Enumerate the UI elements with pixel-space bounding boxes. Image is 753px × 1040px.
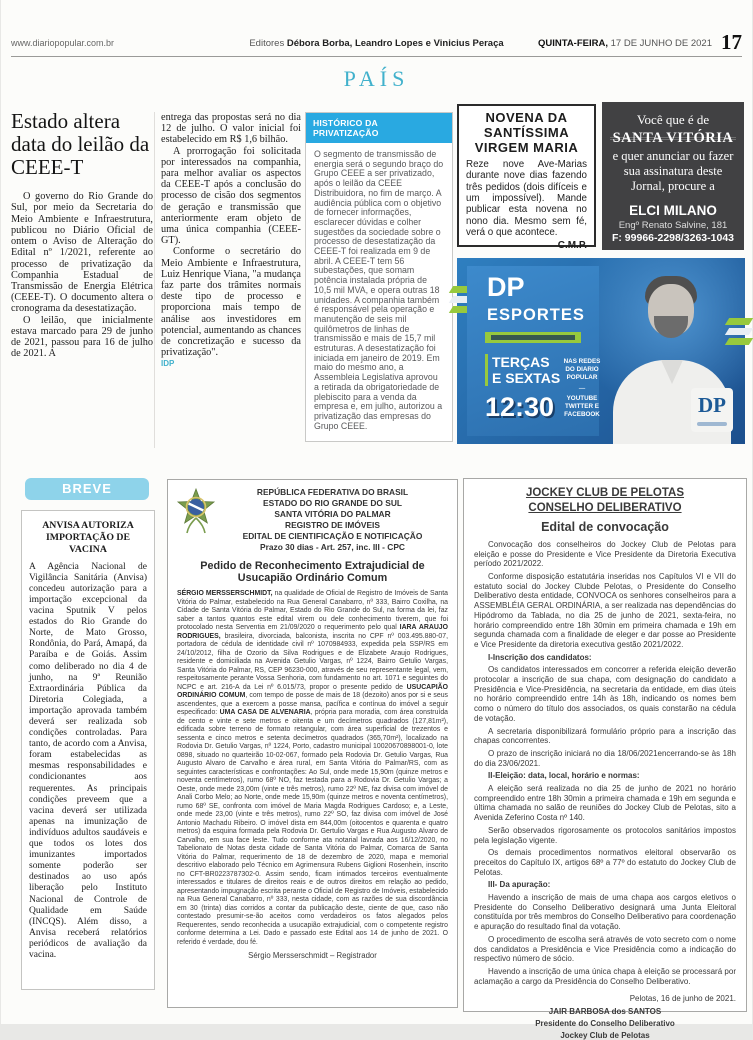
jockey-body: Convocação dos conselheiros do Jockey Club de Pelotas para eleição e posse do Presidente e Vice Presidente da Diretoria Executiva período 2021/2022. Conforme disposição estatutária inseridas nos Capítulos VI e VII do estatuto social do Jockey Clubde Pelotas, o Presidente do Conselho Deliberativo desta entidade, CONVOCA os senhores conselheiros para a ASSEMBLÉIA GERAL ORDINÁRIA, a ser realizada nas dependências do Hipódromo da Tablada, no dia 25 de junho de 2021, sexta-feira, no horário compreendido entre 18h 30min em primeira chamada e 19h em segunda chamada com a finalidade de eleger e dar posse ao Presidente e Vice Presidente da diretoria executiva gestão 2021/2022. I-Inscrição dos candidatos: Os candidatos interessados em concorrer a referida eleição deverão protocolar a inscrição de sua chapa, com designação do candidato a Presidência e Vice-Presidência, na secretaria da entidade, em dias úteis no horário compreendido entre 14h às 18h, indicando os nomes bem como o número do título dos associados, os quais constarão na cédula de votação. A secretaria disponibilizará formulário próprio para a inscrição das chapas concorrentes. O prazo de inscrição iniciará no dia 18/06/2021encerrando-se às 18h do dia 23/06/2021. II-Eleição: data, local, horário e normas: A eleição será realizada no dia 25 de junho de 2021 no horário compreendido entre 18h 30min a primeira chamada e 19h em segunda e última chamada no salão de reuniões do Jockey Club de Pelotas, sito a Avenida Zeferino Costa nº 140. Serão observados rigorosamente os protocolos sanitários impostos pela legislação vigente. Os demais procedimentos normativos eleitoral observarão os preceitos do Capítulo IX, artigos 68º a 77º do estatuto do Jockey Club de Pelotas. III- Da apuração: Havendo a inscrição de mais de uma chapa aos cargos eletivos o Presidente do Conselho Deliberativo designará uma Junta Eleitoral constituída por três membros do Conselho Deliberativo para coordenação e apuração do resultado final da votação. O procedimento de escolha será através de voto secreto com o nome dos candidatos a Presidência e Vice Presidência como a indicação do respectivo número de sócio. Havendo a inscrição de uma única chapa à eleição se processará por aclamação a cargo da Presidência do Conselho Deliberativo. Pelotas, 16 de junho de 2021. JAIR BARBOSA dos SANTOS Presidente do Conselho Deliberativo Jockey Club de Pelotas — [474, 539, 736, 1040]
lead-body-col1: O governo do Rio Grande do Sul, por meio da Secretaria do Meio Ambiente e Infraestrutura, publicou no Diário Oficial de ontem o Aviso de Alteração do Edital nº 1/2021, referente ao processo de privatização da Companhia Estadual de Transmissão de Energia Elétrica (CEEE-T). O documento altera o cronograma da desestatização. O leilão, que inicialmente estava marcado para 29 de junho de 2021, passou para 16 de julho de 2021. A — [11, 191, 153, 360]
historico-box-body: O segmento de transmissão de energia será o segundo braço do Grupo CEEE a ser privatizado, após o leilão da CEEE Distribuidora, no fim de março. A audiência pública com o objetivo de fornecer informações, esclarecer dúvidas e colher sugestões da sociedade sobre o processo de desestatização da CEEE-T foi realizada em 9 de abril. A CEEE-T tem 56 subestações, que somam potência instalada própria de 10,5 mil MVA, e opera outras 18 unidades. A companhia também é responsável pela operação e manutenção de seis mil quilômetros de linhas de transmissão e mais de 15,7 mil estruturas. A desestatização foi iniciada em janeiro de 2019. Em maio do mesmo ano, a Assembleia Legislativa aprovou a retirada da obrigatoriedade de plebiscito para a venda da empresa e, em julho, autorizou a privatização das empresas do Grupo CEEE. — [314, 149, 444, 431]
novena-classified-ad — [457, 104, 596, 251]
section-title: PAÍS — [343, 66, 410, 91]
dp-ad-networks-text: NAS REDES DO DIARIO POPULAR — [563, 358, 601, 381]
column-separator — [154, 112, 155, 448]
dp-logo — [691, 388, 733, 432]
jockey-title-line1: JOCKEY CLUB DE PELOTAS — [525, 487, 685, 499]
dp-ad-dash: — — [578, 384, 586, 392]
legal-notice-box — [167, 479, 458, 1008]
jockey-subtitle: Edital de convocação — [541, 519, 669, 534]
dp-ad-brand-esportes: ESPORTES — [487, 306, 585, 324]
edition-date — [538, 38, 712, 49]
dp-ad-schedule-days — [485, 354, 560, 386]
dp-ad-green-tagline-bar — [485, 332, 581, 343]
breve-article-box — [21, 510, 155, 990]
dp-ad-channels-text: YOUTUBE TWITTER E FACEBOOK — [564, 395, 600, 419]
sv-ad-contact-name: ELCI MILANO — [629, 203, 717, 218]
dp-ad-days-line2: E SEXTAS — [492, 370, 561, 387]
sv-ad-line2: e quer anunciar ou fazer sua assinatura deste Jornal, procure a — [612, 149, 734, 193]
dp-logo-caption-bar — [697, 422, 727, 426]
novena-title: NOVENA DA SANTÍSSIMA VIRGEM MARIA — [474, 110, 579, 155]
sv-ad-line1: Você que é de — [636, 112, 710, 127]
breve-article-body: A Agência Nacional de Vigilância Sanitária (Anvisa) concedeu autorização para a importação excepcional da vacina Sputnik V pelos estados do Rio Grande do Norte, de Mato Grosso, Rondônia, do Pará, Amapá, da Paraíba e de Goiás. Assim como deliberado no dia 4 de junho, na 9ª Reunião Extraordinária Pública da Diretoria Colegiada, a importação aprovada também deverá ser realizada sob condições controladas. Para tanto, de acordo com a Anvisa, foram estabelecidas as mesmas responsabilidades e condicionantes aos requerentes. As principais condições preveem que a vacina deverá ser utilizada apenas na imunização de indivíduos adultos saudáveis e que todos os lotes dos imunizantes importados somente poderão ser destinados ao uso após liberação pelo Instituto Nacional de Controle de Qualidade em Saúde (INCQS). Além disso, a Anvisa receberá relatórios periódicos de avaliação da vacina. — [29, 561, 147, 960]
dp-ad-networks — [559, 358, 605, 419]
page-number: 17 — [721, 30, 742, 54]
presenter-beard — [654, 316, 688, 338]
dp-ad-days-line1: TERÇAS — [492, 354, 550, 370]
sv-ad-highlight: SANTA VITÓRIA — [610, 130, 736, 147]
sv-ad-address: Engº Renato Salvine, 181 — [618, 220, 728, 231]
legal-notice-signature: Sérgio Mersserschmidt – Registrador — [248, 951, 377, 961]
dp-esportes-ad — [457, 258, 745, 444]
dp-logo-text: DP — [698, 393, 726, 417]
masthead-rule — [11, 56, 742, 57]
jockey-club-notice-box — [463, 478, 747, 1040]
historico-box-title: HISTÓRICO DA PRIVATIZAÇÃO — [306, 113, 452, 143]
lead-article-column-1 — [11, 110, 153, 359]
edition-date-rest: 17 DE JUNHO DE 2021 — [610, 38, 712, 49]
lead-article-column-2: entrega das propostas será no dia 12 de julho. O valor inicial foi estabelecido em R$ 1,6 bilhão. A prorrogação foi solicitada por interessados na companhia, para melhor avaliar os aspectos da CEEE-T após a conclusão do processo de cisão dos segmentos de geração e transmissão que anteriormente eram objeto de uma única companhia (CEEE-GT). Conforme o secretário do Meio Ambiente e Infraestrutura, Luiz Henrique Viana, "a mudança faz parte dos trâmites normais deste tipo de processo e proporciona mais tempo de análise aos investidores em potencial, aumentando as chances de concretização e sucesso da privatização". IDP — [161, 112, 301, 369]
dp-ad-time: 12:30 — [485, 392, 555, 422]
dp-ad-brand: DP — [487, 272, 525, 302]
masthead — [11, 30, 742, 54]
sv-ad-phone: F: 99966-2298/3263-1043 — [611, 232, 734, 244]
legal-notice-body: SÉRGIO MERSSERSCHMIDT, na qualidade de Oficial de Registro de Imóveis de Santa Vitória do Palmar, estabelecido na Rua General Canabarro, nº 333, Bairro Coxilha, na Cidade de Santa Vitória do Palmar, Estado do Rio Grande do Sul, na forma da lei, faz saber a tantos quantos este edital virem ou dele conhecimento tiverem, que foi protocolado nesta Serventia em 21/09/2020 o requerimento pelo qual IARA ARAUJO RODRIGUES, brasileira, divorciada, balconista, inscrita no CPF nº 003.495.880-07, portadora de cédula de identidade civil nº 1070984933, expedida pela SSP/RS em 24/10/2012, filha de Ozorio da Silva Rodrigues e de Elizabete Araujo Rodrigues, residente e domiciliada na Avenida Getulio Vargas, nº 1224, Bairro Getulio Vargas, Santa Vitória do Palmar, RS, CEP 96230-000, através de seu representante legal, vem, respeitosamente perante Vossa Senhoria, com fundamento no art. 1071 e seguintes do NCPC e art. 216-A da Lei nº 6.015/73, propor o presente pedido de USUCAPIÃO ORDINÁRIO COMUM, com tempo de posse de mais de 18 (dezoito) anos por si e seus ascendentes, que a exercem a posse mansa, pacífica e contínua do imóvel a seguir especificado: UMA CASA DE ALVENARIA, própria para moradia, com área construída de cento e vinte e sete metros e oitenta e um decímetros quadrados (127,81m²), edificada sobre terreno de formato retangular, com área superficial de trezentos e sessenta e cinco metros e setenta decímetros quadrados (365,70m²), localizado na Rodovia Dr. Getulio Vargas, nº 1224, Porto, cadastro municipal 10020670898001-0, lote 0898, situado no quarteirão 10-02-067, formado pela Rodovia Dr. Getulio Vargas, Rua Augusto Alvaro de Carvalho e área rural, em Santa Vitória do Palmar/RS, com as seguintes características e confrontações: Ao Sul, onde mede 15,90m (quinze metros e noventa centímetros), rumo 68º NO, faz testada para a Rodovia Dr. Getulio Vargas; a Oeste, onde mede 23,00m (vinte e três metros), rumo 22º NE, faz divisa com imóvel de Anali Corbo Melo; ao Norte, onde mede 15,90m (quinze metros e noventa centímetros), rumo 68º SE, confronta com imóvel de Maria Magda Rodrigues Cardoso; e, a Leste, onde mede 23,00 (vinte e três metros), rumo 22º SO, faz divisa com imóvel de José Antonio Machadu Ribeiro. O imóvel dista em 844,00m (oitocentos e quarenta e quatro metros) da esquina formada pela Rodovia Dr. Gertulio Vargas e Rua Augusto Alvaro de Carvalho, em sua face leste. Tudo conforme ata notarial lavrada aos 16/12/2020, no Tabelionato de Notas desta cidade de Santa Vitória do Palmar, Comarca de Santa Vitória do Palmar, requerimento de 18 de dezembro de 2020, mapa e memorial descritivo elaborado pelo Técnico em Agrimensura Rubens Giglioni Rosenhein, inscrito no CFT-BR0223787302-0. Assim sendo, ficam intimados terceiros eventualmente interessados e titulares de direitos reais e de outros direitos em relação ao pedido, apresentando impugnação escrita perante o Oficial de Registro de Imóveis, estabelecido na Rua General Canabarro, nº 333, nesta cidade, com as razões de sua discordância em 30 (trinta) dias corridos a contar da publicação deste, ciente de que, caso não contestado presumir-se-ão aceitos como verdadeiros os fatos alegados pelos Requerentes, sendo reconhecida a usucapião extrajudicial, com o competente registro conforme determina a Lei. Dado e passado este Edital aos 14 de junho de 2021. O referido é verdade, dou fé. — [177, 590, 449, 946]
brazil-coat-of-arms-icon — [176, 488, 216, 534]
lead-headline: Estado altera data do leilão da CEEE-T — [11, 109, 150, 180]
legal-notice-title: Pedido de Reconhecimento Extrajudicial de Usucapião Ordinário Comum — [200, 559, 425, 585]
jockey-title-line2: CONSELHO DELIBERATIVO — [528, 501, 682, 514]
legal-notice-header: REPÚBLICA FEDERATIVA DO BRASIL ESTADO DO RIO GRANDE DO SUL SANTA VITÓRIA DO PALMAR REGISTRO DE IMÓVEIS EDITAL DE CIENTIFICAÇÃO E NOTIFICAÇÃO Prazo 30 dias - Art. 257, inc. III - CPC — [242, 487, 423, 552]
dp-ad-left-panel — [467, 266, 599, 436]
novena-body: Reze nove Ave-Marias durante nove dias fazendo três pedidos (dois difíceis e um impossível). Mande publicar esta novena no nono dia. Mesmo sem fé, verá o que acontece. — [466, 158, 587, 239]
editors-label: Editores — [249, 38, 285, 49]
editors-names: Débora Borba, Leandro Lopes e Vinicius Peraça — [286, 38, 504, 49]
site-url: www.diariopopular.com.br — [11, 38, 115, 48]
historico-privatizacao-box — [305, 112, 453, 442]
edition-weekday: QUINTA-FEIRA, — [537, 38, 608, 49]
novena-signature: C.M.P. — [557, 239, 587, 251]
santa-vitoria-ad — [602, 102, 744, 250]
breve-section-label: BREVE — [25, 478, 149, 500]
breve-article-title: ANVISA AUTORIZA IMPORTAÇÃO DE VACINA — [42, 520, 134, 556]
newspaper-page — [1, 0, 752, 1040]
